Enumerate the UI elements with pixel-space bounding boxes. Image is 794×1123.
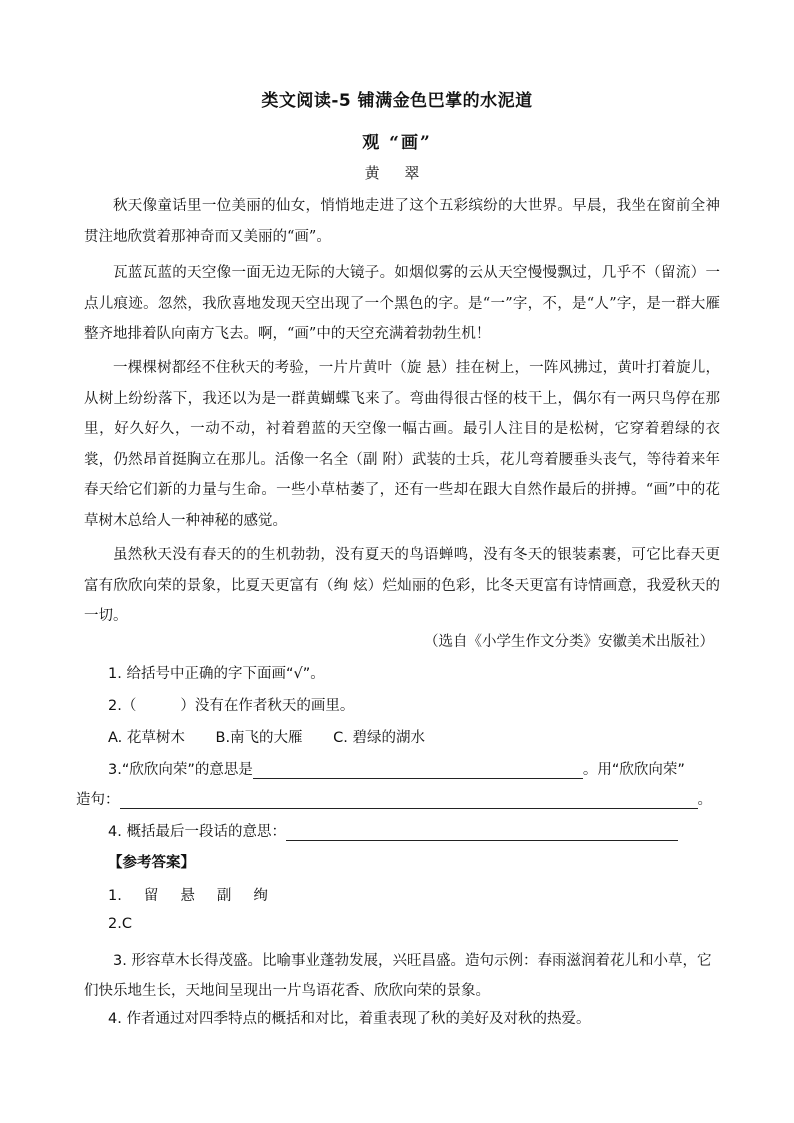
question-3-prompt-2: 。用“欣欣向荣” [582, 762, 685, 778]
sentence-label: 造句： [76, 792, 120, 808]
question-2-number: 2.（ [108, 698, 137, 714]
passage-paragraph-1: 秋天像童话里一位美丽的仙女，悄悄地走进了这个五彩缤纷的大世界。早晨，我坐在窗前全神贯注地欣赏着那神奇而又美丽的“画”。 [84, 198, 720, 245]
question-1: 1. 给括号中正确的字下面画“√”。 [108, 666, 325, 682]
summary-blank[interactable] [286, 824, 678, 841]
option-c: C. 碧绿的湖水 [333, 730, 426, 746]
answer-3: 3. 形容草木长得茂盛。比喻事业蓬勃发展，兴旺昌盛。造句示例：春雨滋润着花儿和小草，它们快乐地生长，天地间呈现出一片鸟语花香、欣欣向荣的景象。 [84, 953, 712, 999]
option-a: A. 花草树木 [108, 730, 185, 746]
article-title: 观 “画” [362, 133, 432, 153]
question-2-options [108, 726, 748, 747]
answer-2: 2.C [108, 916, 132, 932]
question-3-prompt: 3.“欣欣向荣”的意思是 [108, 762, 253, 778]
passage-paragraph-2: 瓦蓝瓦蓝的天空像一面无边无际的大镜子。如烟似雾的云从天空慢慢飘过，几乎不（留流）一点儿痕迹。忽然，我欣喜地发现天空出现了一个黑色的字。是“一”字，不，是“人”字，是一群大雁整齐地排着队向南方飞去。啊，“画”中的天空充满着勃勃生机！ [84, 265, 720, 342]
sentence-end: 。 [697, 792, 712, 808]
sentence-blank[interactable] [120, 792, 698, 809]
passage-source: （选自《小学生作文分类》安徽美术出版社） [424, 634, 714, 650]
question-4 [108, 820, 724, 841]
question-2 [108, 694, 748, 715]
question-4-prompt: 4. 概括最后一段话的意思： [108, 824, 286, 840]
article-author: 黄 翠 [364, 164, 430, 182]
answer-4: 4. 作者通过对四季特点的概括和对比，着重表现了秋的美好及对秋的热爱。 [108, 1011, 591, 1027]
page-title: 类文阅读-5 铺满金色巴掌的水泥道 [261, 91, 533, 111]
question-3-sentence [76, 788, 716, 809]
question-3 [108, 758, 724, 779]
passage-paragraph-4: 虽然秋天没有春天的的生机勃勃，没有夏天的鸟语蝉鸣，没有冬天的银装素裹，可它比春天更富有欣欣向荣的景象，比夏天更富有（绚 炫）烂灿丽的色彩，比冬天更富有诗情画意，我爱秋天的一切。 [84, 547, 720, 624]
answers-heading: 【参考答案】 [108, 855, 195, 871]
question-2-text: ）没有在作者秋天的画里。 [180, 698, 355, 714]
option-b: B.南飞的大雁 [215, 730, 303, 746]
meaning-blank[interactable] [253, 762, 583, 779]
answer-1: 1. 留 悬 副 绚 [108, 888, 268, 904]
passage-paragraph-3: 一棵棵树都经不住秋天的考验，一片片黄叶（旋 悬）挂在树上，一阵风拂过，黄叶打着旋儿，从树上纷纷落下，我还以为是一群黄蝴蝶飞来了。弯曲得很古怪的枝干上，偶尔有一两只鸟停在那里，好久好久，一动不动，衬着碧蓝的天空像一幅古画。最引人注目的是松树，它穿着碧绿的衣裳，仍然昂首挺胸立在那儿。活像一名全（副 附）武装的士兵，花儿弯着腰垂头丧气，等待着来年春天给它们新的力量与生命。一些小草枯萎了，还有一些却在跟大自然作最后的拼搏。“画”中的花草树木总给人一种神秘的感觉。 [84, 360, 720, 529]
